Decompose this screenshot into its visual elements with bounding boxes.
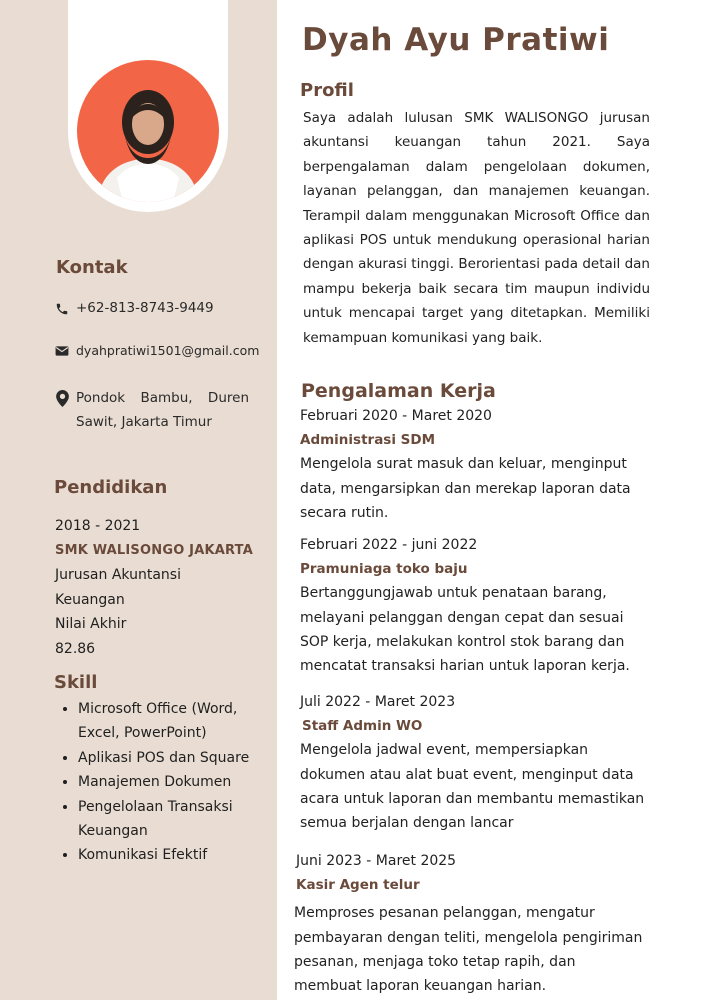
person-name: Dyah Ayu Pratiwi <box>302 22 610 58</box>
job-entry <box>300 404 645 525</box>
grade-value: 82.86 <box>55 640 96 657</box>
profile-photo <box>77 60 219 202</box>
contact-address <box>54 386 249 434</box>
education-heading: Pendidikan <box>54 477 168 498</box>
skills-list <box>60 697 278 868</box>
major: Jurusan Akuntansi Keuangan <box>55 567 181 608</box>
profile-text: Saya adalah lulusan SMK WALISONGO jurusan akuntansi keuangan tahun 2021. Saya berpengalaman dalam pengelolaan dokumen, layanan pelanggan, dan manajemen keuangan. Terampil dalam menggunakan Microsoft Office dan aplikasi POS untuk mendukung operasional harian dengan akurasi tinggi. Berorientasi pada detail dan mampu bekerja baik secara tim maupun individu untuk mencapai target yang ditetapkan. Memiliki kemampuan komunikasi yang baik. <box>303 110 650 346</box>
skill-item: • Komunikasi Efektif <box>78 843 278 867</box>
job-role: Pramuniaga toko baju <box>300 561 468 578</box>
job-description: Memproses pesanan pelanggan, mengatur pembayaran dengan teliti, mengelola pengiriman pesanan, menjaga toko tetap rapih, dan membuat laporan keuangan harian. <box>294 905 643 995</box>
location-pin-icon <box>54 386 70 407</box>
job-date: Februari 2022 - juni 2022 <box>300 537 478 553</box>
skill-item: • Microsoft Office (Word, Excel, PowerPoint) <box>78 697 278 746</box>
address-text: Pondok Bambu, Duren Sawit, Jakarta Timur <box>76 390 249 430</box>
job-entry <box>300 690 650 835</box>
email-address[interactable]: dyahpratiwi1501@gmail.com <box>76 343 260 358</box>
job-description: Mengelola surat masuk dan keluar, menginput data, mengarsipkan dan merekap laporan data secara rutin. <box>300 456 631 521</box>
education-entry <box>55 514 253 661</box>
job-entry <box>300 533 645 678</box>
job-role: Administrasi SDM <box>300 432 436 449</box>
skill-item: • Aplikasi POS dan Square <box>78 746 278 770</box>
job-date: Juni 2023 - Maret 2025 <box>296 853 457 869</box>
job-date: Februari 2020 - Maret 2020 <box>300 408 492 424</box>
job-entry <box>294 849 644 998</box>
profile-heading: Profil <box>300 80 354 101</box>
skill-item: • Pengelolaan Transaksi Keuangan <box>78 795 278 844</box>
grade-label: Nilai Akhir <box>55 616 127 632</box>
phone-number[interactable]: +62-813-8743-9449 <box>76 300 214 316</box>
job-date: Juli 2022 - Maret 2023 <box>300 694 456 710</box>
mail-icon <box>54 343 70 357</box>
contact-email <box>54 343 259 358</box>
contact-phone <box>54 300 214 316</box>
school-name: SMK WALISONGO JAKARTA <box>55 542 253 558</box>
contact-heading: Kontak <box>56 257 128 278</box>
experience-heading: Pengalaman Kerja <box>301 380 496 402</box>
job-description: Bertanggungjawab untuk penataan barang, melayani pelanggan dengan cepat dan sesuai SOP kerja, melakukan kontrol stok barang dan mencatat transaksi harian untuk laporan kerja. <box>300 585 630 675</box>
job-role: Staff Admin WO <box>302 718 423 735</box>
skill-item: • Manajemen Dokumen <box>78 770 278 794</box>
job-description: Mengelola jadwal event, mempersiapkan dokumen atau alat buat event, menginput data acara untuk laporan dan membantu memastikan semua berjalan dengan lancar <box>300 742 645 832</box>
phone-icon <box>54 300 70 316</box>
job-role: Kasir Agen telur <box>296 877 420 894</box>
education-years: 2018 - 2021 <box>55 518 141 534</box>
skills-heading: Skill <box>54 672 98 693</box>
